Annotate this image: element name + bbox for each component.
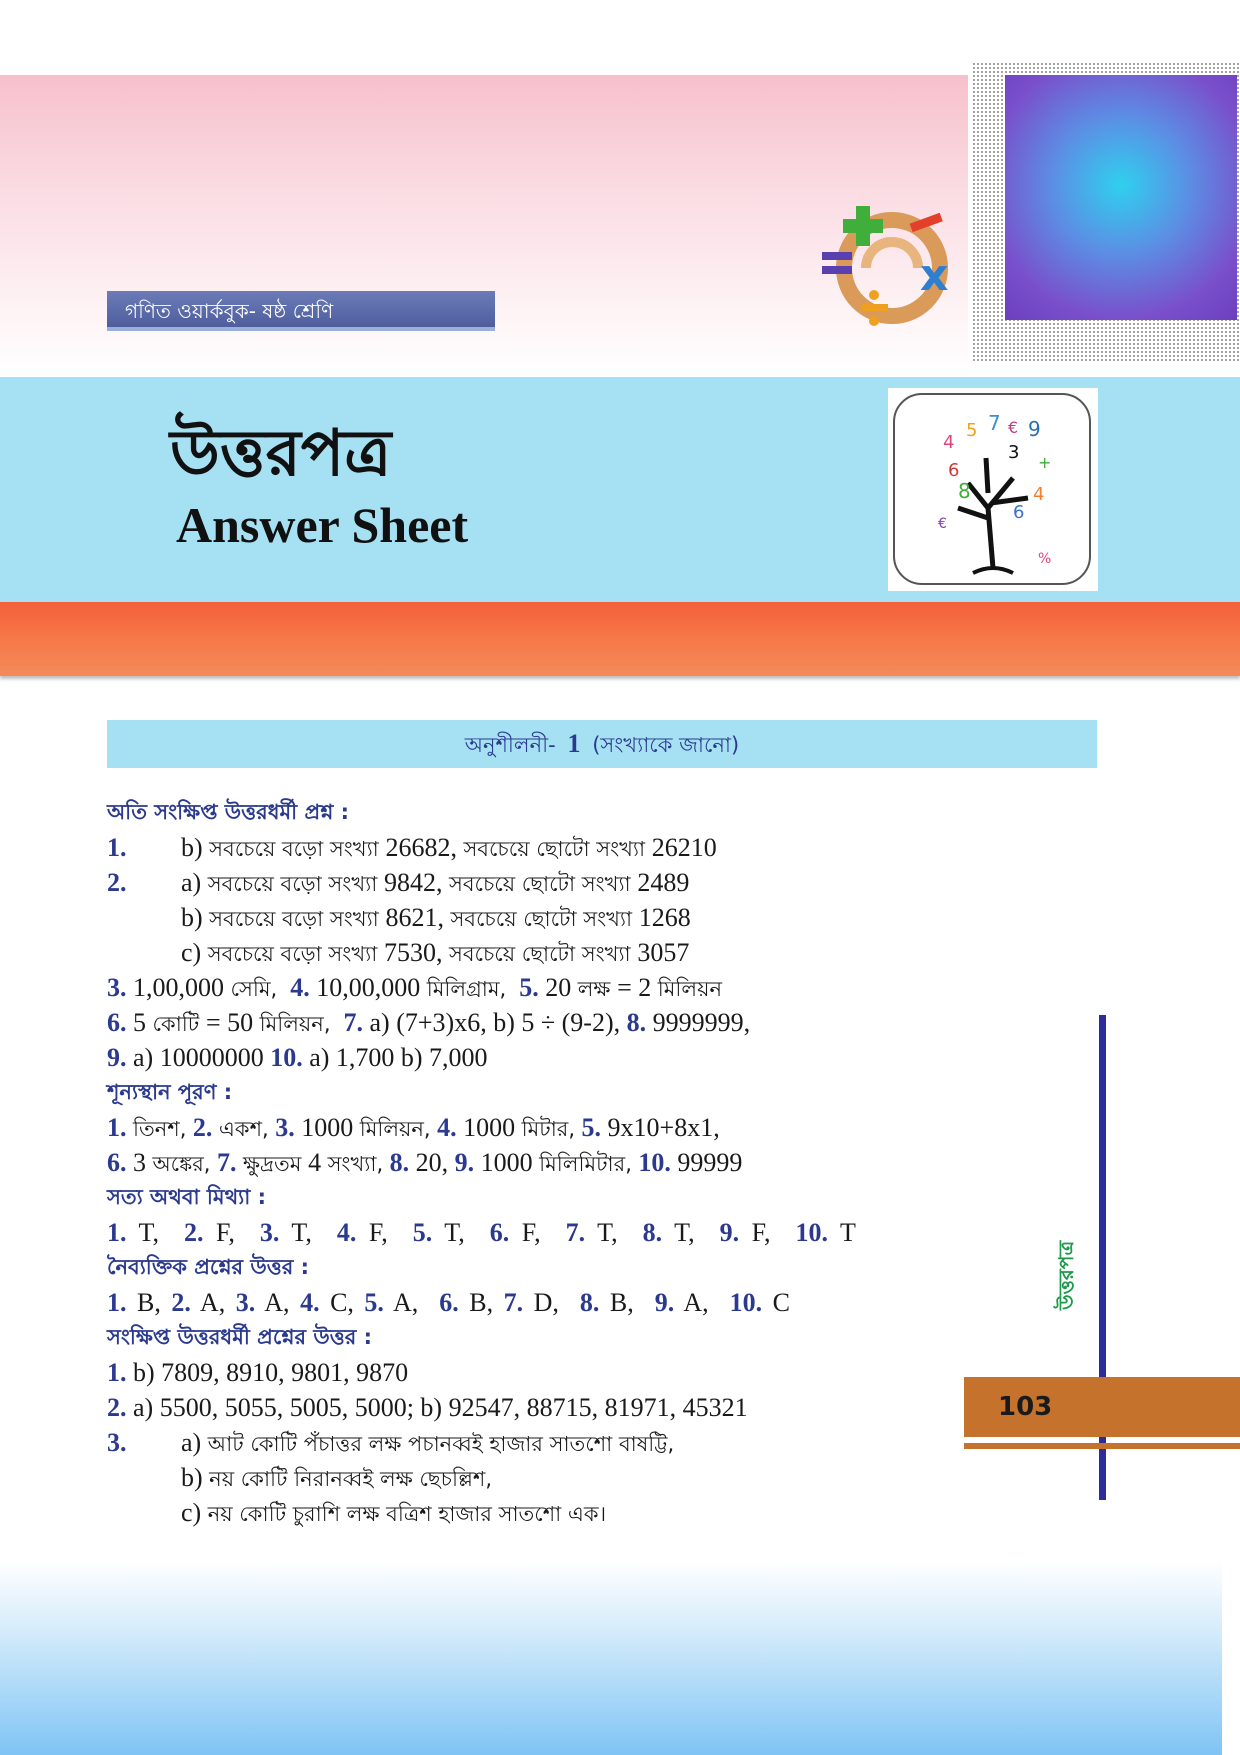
answer-number: 3. [107, 1428, 127, 1457]
exercise-label-prefix: অনুশীলনী- [464, 733, 556, 757]
answer-text: T, [674, 1218, 695, 1247]
answer-text: 10,00,000 মিলিগ্রাম, [316, 973, 507, 1002]
answer-number: 2. [192, 1113, 213, 1142]
answer-line [107, 1110, 927, 1145]
answer-text: a) (7+3)x6, b) 5 ÷ (9-2), [369, 1008, 621, 1037]
answer-text: B, [609, 1288, 634, 1317]
answer-text: T [840, 1218, 856, 1247]
answer-text: F, [521, 1218, 541, 1247]
answer-number: 7. [503, 1288, 524, 1317]
heading-short: সংক্ষিপ্ত উত্তরধর্মী প্রশ্নের উত্তর : [107, 1325, 373, 1349]
answer-number: 5. [581, 1113, 602, 1142]
answer-text: 1,00,000 সেমি, [133, 973, 278, 1002]
answer-number: 2. [107, 868, 127, 897]
answer-number: 9. [654, 1288, 675, 1317]
svg-text:+: + [1038, 453, 1052, 472]
answer-text: D, [533, 1288, 559, 1317]
answer-line [107, 1040, 927, 1075]
svg-text:€: € [1008, 418, 1019, 437]
answer-text: 20, [415, 1148, 449, 1177]
answer-number: 3. [107, 973, 127, 1002]
answer-line [107, 830, 927, 865]
answer-text: T, [444, 1218, 465, 1247]
answer-number: 2. [171, 1288, 191, 1317]
answer-text: 99999 [677, 1148, 743, 1177]
answer-line [107, 1355, 927, 1390]
answer-number: 5. [519, 973, 539, 1002]
answer-text: 3 অঙ্কের, [133, 1148, 211, 1177]
answer-number: 5. [364, 1288, 384, 1317]
answer-line [107, 865, 927, 900]
answer-text: T, [597, 1218, 618, 1247]
answer-text: ক্ষুদ্রতম 4 সংখ্যা, [243, 1148, 384, 1177]
answer-number: 8. [642, 1218, 663, 1247]
answer-number: 7. [217, 1148, 237, 1177]
answer-number: 5. [412, 1218, 433, 1247]
answer-text: a) 1,700 b) 7,000 [309, 1043, 488, 1072]
answer-line [107, 1215, 927, 1250]
answer-text: 1000 মিটার, [463, 1113, 576, 1142]
answer-text: F, [368, 1218, 388, 1247]
math-operators-icon [812, 200, 972, 335]
answer-line [107, 970, 927, 1005]
page-title-english: Answer Sheet [176, 497, 469, 553]
answer-number: 1. [107, 833, 127, 862]
answer-line [107, 1145, 927, 1180]
answer-line [107, 1460, 927, 1495]
answer-number: 10. [638, 1148, 671, 1177]
answer-number: 1. [107, 1113, 127, 1142]
svg-text:7: 7 [988, 411, 1001, 435]
answer-text: 1000 মিলিমিটার, [480, 1148, 632, 1177]
answer-number: 4. [437, 1113, 457, 1142]
answer-number: 3. [259, 1218, 280, 1247]
heading-mcq: নৈব্যক্তিক প্রশ্নের উত্তর : [107, 1255, 310, 1279]
svg-text:6: 6 [948, 460, 960, 481]
answer-text: c) নয় কোটি চুরাশি লক্ষ বত্রিশ হাজার সাতশো এক। [181, 1498, 607, 1527]
answer-number: 10. [795, 1218, 828, 1247]
answer-number: 2. [183, 1218, 204, 1247]
answer-number: 9. [719, 1218, 740, 1247]
svg-text:4: 4 [1033, 484, 1045, 505]
answer-number: 8. [626, 1008, 647, 1037]
answer-number: 7. [343, 1008, 364, 1037]
svg-text:x: x [920, 250, 949, 301]
answer-text: b) সবচেয়ে বড়ো সংখ্যা 8621, সবচেয়ে ছোটো সংখ্যা 1268 [181, 903, 691, 932]
answer-number: 6. [489, 1218, 510, 1247]
answer-text: 9x10+8x1, [607, 1113, 720, 1142]
answer-text: T, [291, 1218, 312, 1247]
svg-text:%: % [1038, 551, 1052, 567]
answer-text: F, [215, 1218, 235, 1247]
answer-content [107, 795, 927, 1530]
svg-text:6: 6 [1013, 502, 1025, 523]
answer-line [107, 1005, 927, 1040]
answer-text: তিনশ, [133, 1117, 187, 1141]
exercise-number: 1 [567, 729, 581, 758]
heading-very-short: অতি সংক্ষিপ্ত উত্তরধর্মী প্রশ্ন : [107, 800, 350, 824]
answer-text: A, [392, 1288, 419, 1317]
exercise-title-bar [107, 720, 1097, 768]
answer-text: 1000 মিলিয়ন, [301, 1113, 431, 1142]
answer-number: 10. [729, 1288, 763, 1317]
answer-number: 6. [439, 1288, 459, 1317]
svg-text:€: € [938, 516, 947, 532]
exercise-label-suffix: (সংখ্যাকে জানো) [592, 733, 740, 757]
answer-line [107, 1425, 927, 1460]
answer-text: b) নয় কোটি নিরানব্বই লক্ষ ছেচল্লিশ, [181, 1463, 493, 1492]
svg-text:4: 4 [943, 432, 955, 453]
answer-number: 6. [107, 1148, 127, 1177]
answer-text: 20 লক্ষ = 2 মিলিয়ন [545, 973, 722, 1002]
answer-line [107, 935, 927, 970]
answer-text: a) 10000000 [133, 1043, 264, 1072]
answer-text: c) সবচেয়ে বড়ো সংখ্যা 7530, সবচেয়ে ছোটো সংখ্যা 3057 [181, 938, 690, 967]
answer-text: একশ, [218, 1117, 269, 1141]
page-number: 103 [964, 1377, 1240, 1437]
answer-text: A, [264, 1288, 290, 1317]
answer-line [107, 1495, 927, 1530]
answer-number: 9. [454, 1148, 475, 1177]
answer-number: 2. [107, 1393, 127, 1422]
answer-number: 4. [336, 1218, 357, 1247]
answer-number: 1. [107, 1358, 127, 1387]
answer-number: 1. [107, 1218, 127, 1247]
answer-number: 8. [389, 1148, 410, 1177]
page-title-bengali: উত্তরপত্র [170, 417, 392, 491]
answer-text: A, [683, 1288, 709, 1317]
answer-text: a) 5500, 5055, 5005, 5000; b) 92547, 88715, 81971, 45321 [133, 1393, 748, 1422]
answer-text: T, [138, 1218, 159, 1247]
answer-text: B, [469, 1288, 494, 1317]
answer-text: 5 কোটি = 50 মিলিয়ন, [133, 1008, 331, 1037]
answer-number: 9. [107, 1043, 127, 1072]
answer-number: 3. [235, 1288, 256, 1317]
answer-text: b) 7809, 8910, 9801, 9870 [133, 1358, 409, 1387]
heading-fill-blanks: শূন্যস্থান পূরণ : [107, 1080, 233, 1104]
orange-divider-band [0, 602, 1240, 676]
answer-number: 7. [565, 1218, 586, 1247]
number-tree-image [888, 388, 1098, 591]
answer-number: 10. [270, 1043, 303, 1072]
answer-number: 4. [300, 1288, 320, 1317]
answer-number: 4. [290, 973, 310, 1002]
answer-text: 9999999, [652, 1008, 751, 1037]
answer-number: 8. [579, 1288, 600, 1317]
answer-text: C, [330, 1288, 354, 1317]
answer-text: a) আট কোটি পঁচাত্তর লক্ষ পচানব্বই হাজার সাতশো বাষট্টি, [181, 1428, 675, 1457]
svg-text:5: 5 [966, 420, 978, 441]
answer-text: F, [751, 1218, 771, 1247]
side-section-label: উত্তরপত্র [1054, 1240, 1078, 1310]
answer-line [107, 1285, 927, 1320]
answer-text: B, [137, 1288, 161, 1317]
answer-number: 3. [275, 1113, 295, 1142]
answer-text: b) সবচেয়ে বড়ো সংখ্যা 26682, সবচেয়ে ছোটো সংখ্যা 26210 [181, 833, 717, 862]
decorative-gradient-square [1005, 75, 1237, 320]
answer-text: C [772, 1288, 790, 1317]
svg-text:8: 8 [958, 479, 971, 503]
answer-number: 1. [107, 1288, 127, 1317]
answer-line [107, 900, 927, 935]
heading-true-false: সত্য অথবা মিথ্যা : [107, 1185, 267, 1209]
answer-text: a) সবচেয়ে বড়ো সংখ্যা 9842, সবচেয়ে ছোটো সংখ্যা 2489 [181, 868, 690, 897]
footer-gradient-band [0, 1560, 1222, 1755]
answer-line [107, 1390, 927, 1425]
svg-text:9: 9 [1028, 417, 1041, 441]
page-number-underline [964, 1443, 1240, 1449]
answer-number: 6. [107, 1008, 127, 1037]
book-label: গণিত ওয়ার্কবুক- ষষ্ঠ শ্রেণি [107, 291, 495, 331]
answer-text: A, [199, 1288, 226, 1317]
svg-text:3: 3 [1008, 442, 1020, 463]
